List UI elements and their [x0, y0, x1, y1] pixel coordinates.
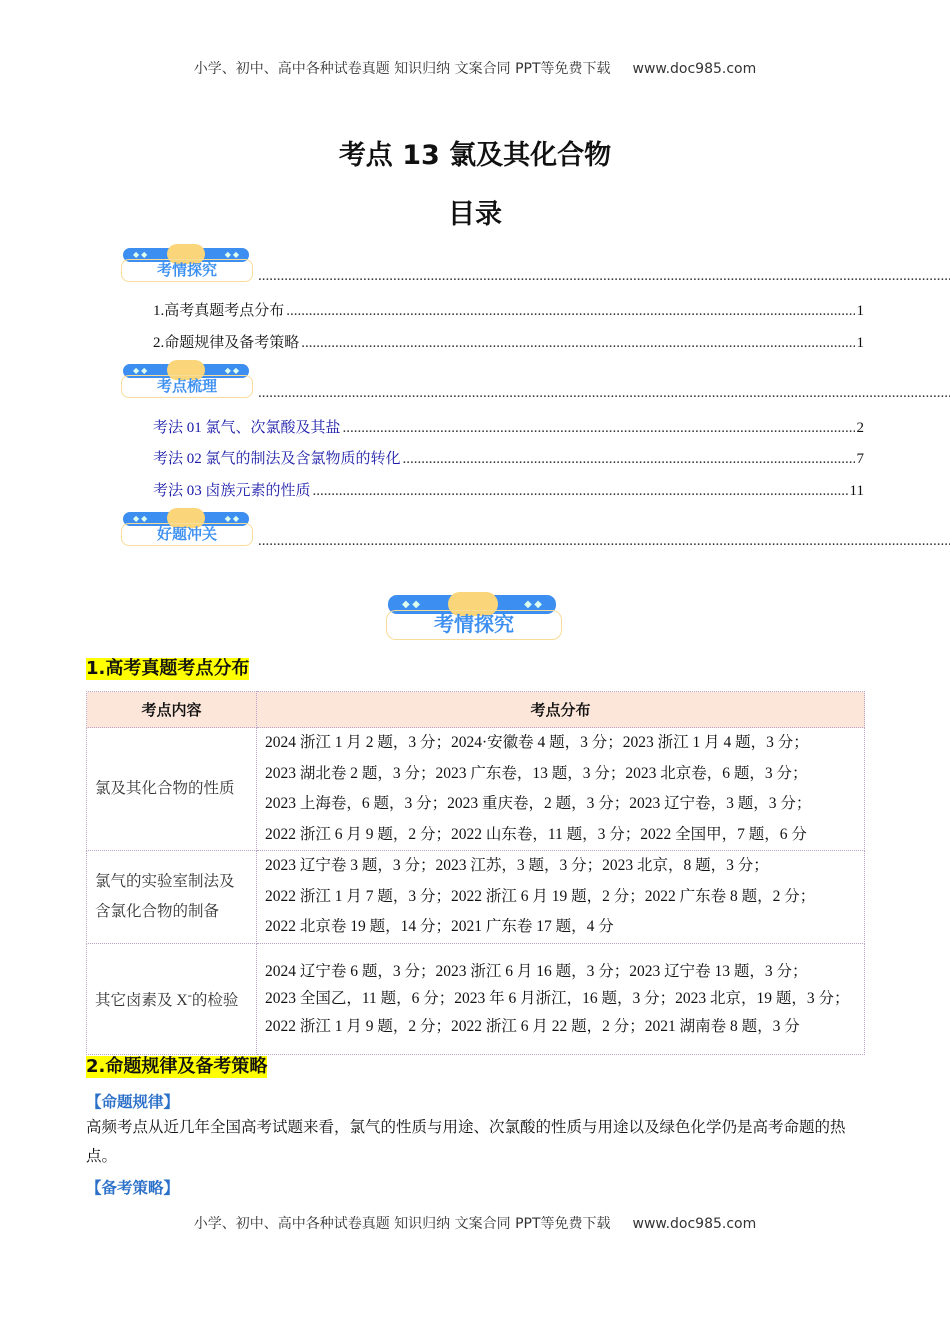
toc-title: 目录 [448, 199, 502, 230]
toc-entry-sec1[interactable] [256, 268, 950, 285]
header-url[interactable]: www.doc985.com [632, 61, 757, 77]
toc-entry[interactable]: 考法 03 卤族元素的性质 ..... 11 [153, 479, 864, 500]
table-row: 氯及其化合物的性质 2024 浙江 1 月 2 题，3 分；2024·安徽卷 4 题，3 分；2023 浙江 1 月 4 题，3 分； 2023 湖北卷 2 题，3 分；2023 广东卷，13 题，3 分；2023 北京卷，6 题，3 分； 2023 上海卷，6 题，3 分；2023 重庆卷，2 题，3 分；2023 辽宁卷，3 题，3 分； 2022 浙江 6 月 9 题，2 分；2022 山东卷，11 题，3 分；2022 全国甲，7 题，6 分 [87, 728, 865, 851]
toc-badge-2[interactable]: ◆ ◆ ◆ ◆ 考点梳理 [121, 364, 253, 400]
rule-text: 高频考点从近几年全国高考试题来看，氯气的性质与用途、次氯酸的性质与用途以及绿色化学仍是高考命题的热点。 [86, 1119, 846, 1165]
section-heading-2: 2.命题规律及备考策略 [86, 1056, 268, 1077]
toc-badge-1[interactable]: ◆ ◆ ◆ ◆ 考情探究 [121, 248, 253, 284]
header-text: 小学、初中、高中各种试卷真题 知识归纳 文案合同 PPT等免费下载 [193, 61, 611, 77]
arrows-icon: ◆ ◆ ◆ ◆ [388, 595, 556, 614]
footer-url[interactable]: www.doc985.com [632, 1216, 757, 1232]
col-header: 考点分布 [257, 692, 865, 728]
toc-entry[interactable]: 1.高考真题考点分布 ..... 1 [153, 299, 864, 320]
toc-entry[interactable]: 考法 02 氯气的制法及含氯物质的转化 ..... 7 [153, 447, 864, 468]
section-badge: ◆ ◆ ◆ ◆ 考情探究 [386, 595, 562, 641]
arrows-icon: ◆ ◆ ◆ ◆ [123, 248, 249, 262]
toc-entry-sec3[interactable] [256, 533, 950, 550]
table-row: 氯气的实验室制法及含氯化合物的制备 2023 辽宁卷 3 题，3 分；2023 江苏，3 题，3 分；2023 北京，8 题，3 分； 2022 浙江 1 月 7 题，3 分；2022 浙江 6 月 19 题，2 分；2022 广东卷 8 题，2 分； 2022 北京卷 19 题，14 分；2021 广东卷 17 题，4 分 [87, 851, 865, 944]
page-header [0, 58, 950, 78]
toc-entry[interactable]: 2.命题规律及备考策略 ..... 1 [153, 331, 864, 352]
table-row: 其它卤素及 X-的检验 2024 辽宁卷 6 题，3 分；2023 浙江 6 月 16 题，3 分；2023 辽宁卷 13 题，3 分； 2023 全国乙，11 题，6 分；2023 年 6 月浙江，16 题，3 分；2023 北京，19 题，3 分； 2022 浙江 1 月 9 题，2 分；2022 浙江 6 月 22 题，2 分；2021 湖南卷 8 题，3 分 [87, 943, 865, 1054]
toc-entry-sec2[interactable] [256, 385, 950, 402]
arrows-icon: ◆ ◆ ◆ ◆ [123, 512, 249, 526]
document-title: 考点 13 氯及其化合物 [338, 140, 612, 171]
arrows-icon: ◆ ◆ ◆ ◆ [123, 364, 249, 378]
toc-badge-3[interactable]: ◆ ◆ ◆ ◆ 好题冲关 [121, 512, 253, 548]
toc-entry[interactable]: 考法 01 氯气、次氯酸及其盐 ..... 2 [153, 416, 864, 437]
footer-text: 小学、初中、高中各种试卷真题 知识归纳 文案合同 PPT等免费下载 [193, 1216, 611, 1232]
exam-distribution-table [86, 691, 865, 1055]
rule-label: 【命题规律】 [86, 1093, 180, 1111]
section-heading-1: 1.高考真题考点分布 [86, 658, 250, 679]
col-header: 考点内容 [87, 692, 257, 728]
strategy-label: 【备考策略】 [86, 1179, 180, 1197]
page-footer [0, 1213, 950, 1233]
